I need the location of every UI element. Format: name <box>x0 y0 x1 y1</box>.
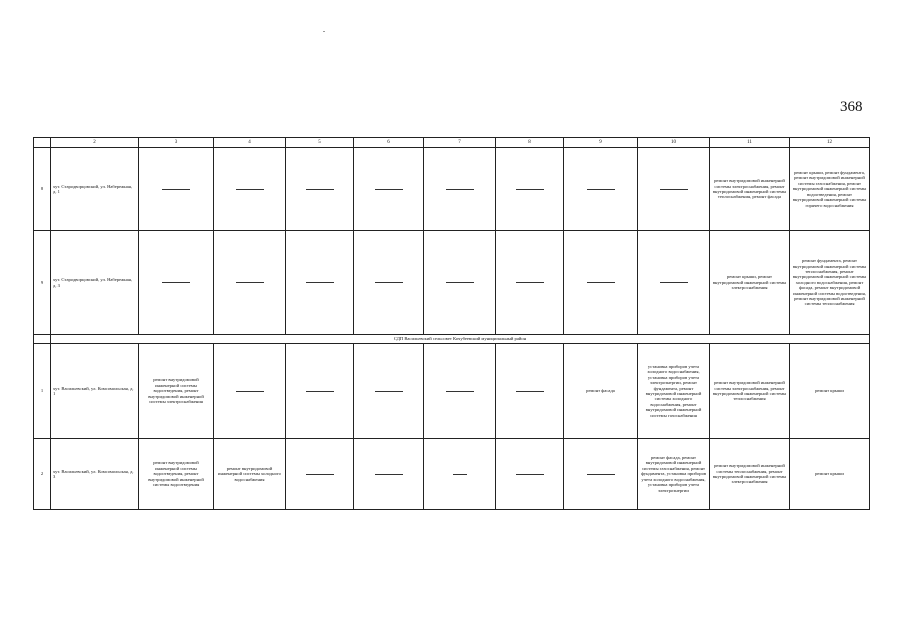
header-cell: 7 <box>424 138 496 148</box>
cell-col12: ремонт крыши, ремонт фундамента, ремонт внутридомовой инженерной системы газоснабжения, ремонт внутридомовой инженерной системы водоотведения, ремонт внутридомовой инженерной системы горячего водоснабжения <box>790 148 870 231</box>
cell-col12: ремонт крыши <box>790 439 870 510</box>
section-title: СДП Васильевский сельсовет Кочубеевский муниципальный район <box>51 335 870 344</box>
cell-col8 <box>496 439 564 510</box>
row-address: хут. Стародворцовский, ул. Набережная, д. 1 <box>51 148 139 231</box>
header-cell: 10 <box>638 138 710 148</box>
cell-col6 <box>354 344 424 439</box>
cell-col8 <box>496 231 564 335</box>
row-number: 8 <box>34 148 51 231</box>
cell-col9 <box>564 439 638 510</box>
cell-col3 <box>139 148 214 231</box>
cell-col3: ремонт внутридомовой инженерной системы водоотведения, ремонт внутридомовой инженерной системы электроснабжения <box>139 344 214 439</box>
header-cell: 2 <box>51 138 139 148</box>
cell-col12: ремонт крыши <box>790 344 870 439</box>
row-address: хут. Васильевский, ул. Комсомольская, д. 1 <box>51 344 139 439</box>
page-number: 368 <box>840 99 863 115</box>
cell-col4 <box>214 344 286 439</box>
cell-col9: ремонт фасада <box>564 344 638 439</box>
header-cell: 12 <box>790 138 870 148</box>
header-cell: 11 <box>710 138 790 148</box>
row-number: 2 <box>34 439 51 510</box>
cell-col6 <box>354 148 424 231</box>
cell-col9 <box>564 148 638 231</box>
cell-col8 <box>496 344 564 439</box>
header-cell: 8 <box>496 138 564 148</box>
section-empty <box>34 335 51 344</box>
cell-col6 <box>354 439 424 510</box>
cell-col8 <box>496 148 564 231</box>
table-row <box>34 148 870 231</box>
repair-plan-table <box>33 137 870 510</box>
cell-col3: ремонт внутридомовой инженерной системы водоотведения, ремонт внутридомовой инженерной системы водоотведения <box>139 439 214 510</box>
cell-col10 <box>638 231 710 335</box>
cell-col11: ремонт крыши, ремонт внутридомовой инженерной системы электроснабжения <box>710 231 790 335</box>
cell-col5 <box>286 148 354 231</box>
header-cell: 4 <box>214 138 286 148</box>
cell-col10 <box>638 148 710 231</box>
cell-col11: ремонт внутридомовой инженерной системы электроснабжения, ремонт внутридомовой инженерной системы теплоснабжения <box>710 344 790 439</box>
cell-col7 <box>424 439 496 510</box>
scan-speck <box>323 31 325 32</box>
header-cell <box>34 138 51 148</box>
cell-col7 <box>424 148 496 231</box>
header-row <box>34 138 870 148</box>
cell-col11: ремонт внутридомовой инженерной системы теплоснабжения, ремонт внутридомовой инженерной системы электроснабжения <box>710 439 790 510</box>
table-row <box>34 231 870 335</box>
cell-col7 <box>424 231 496 335</box>
cell-col7 <box>424 344 496 439</box>
cell-col10: ремонт фасада, ремонт внутридомовой инженерной системы газоснабжения, ремонт фундамента, установка приборов учета холодного водоснабжения, установка приборов учета электроэнергии <box>638 439 710 510</box>
row-address: хут. Стародворцовский, ул. Набережная, д. 3 <box>51 231 139 335</box>
table-row <box>34 344 870 439</box>
cell-col4 <box>214 148 286 231</box>
cell-col3 <box>139 231 214 335</box>
cell-col12: ремонт фундамента, ремонт внутридомовой инженерной системы теплоснабжения, ремонт внутридомовой инженерной системы холодного водоснабжения, ремонт фасада, ремонт внутридомовой инженерной системы водоотведения, ремонт внутридомовой инженерной системы теплоснабжения <box>790 231 870 335</box>
section-row <box>34 335 870 344</box>
cell-col4: ремонт внутридомовой инженерной системы холодного водоснабжения <box>214 439 286 510</box>
header-cell: 6 <box>354 138 424 148</box>
row-number: 9 <box>34 231 51 335</box>
row-address: хут. Васильевский, ул. Комсомольская, д. 3 <box>51 439 139 510</box>
cell-col11: ремонт внутридомовой инженерной системы электроснабжения, ремонт внутридомовой инженерной системы теплоснабжения, ремонт фасада <box>710 148 790 231</box>
cell-col5 <box>286 231 354 335</box>
header-cell: 3 <box>139 138 214 148</box>
cell-col6 <box>354 231 424 335</box>
row-number: 1 <box>34 344 51 439</box>
cell-col9 <box>564 231 638 335</box>
cell-col5 <box>286 439 354 510</box>
cell-col10: установка приборов учета холодного водоснабжения, установка приборов учета электроэнергии, ремонт фундамента, ремонт внутридомовой инженерной системы холодного водоснабжения, ремонт внутридомовой инженерной системы газоснабжения <box>638 344 710 439</box>
header-cell: 9 <box>564 138 638 148</box>
header-cell: 5 <box>286 138 354 148</box>
table-row <box>34 439 870 510</box>
cell-col4 <box>214 231 286 335</box>
cell-col5 <box>286 344 354 439</box>
